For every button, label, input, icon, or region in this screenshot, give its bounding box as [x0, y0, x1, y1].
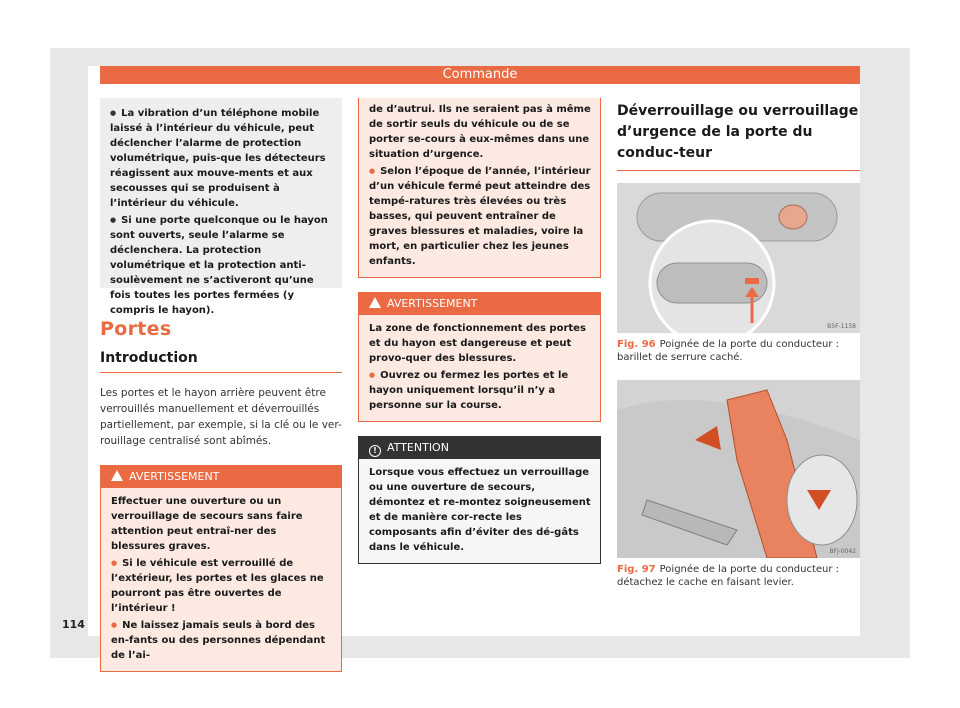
attention-text: Lorsque vous effectuez un verrouillage ou une ouverture de secours, démontez et re-montez soigneusement et de manière cor-recte les composants afin d’éviter des dé-gâts dans le véhicule. [369, 467, 591, 553]
warning-text-2: La zone de fonctionnement des portes et du hayon est dangereuse et peut provo-quer des blessures. [369, 323, 586, 364]
warning-icon [111, 470, 123, 481]
warning-text: Effectuer une ouverture ou un verrouillage de secours sans faire attention peut entraî-ner des blessures graves. [111, 496, 303, 552]
figure-97 [617, 380, 860, 558]
warning-bullet-2-1: ● Ouvrez ou fermez les portes et le hayon uniquement lorsqu’il n’y a personne sur la course. [369, 368, 592, 413]
subsection-title: Introduction [100, 350, 198, 366]
warning-body [101, 488, 341, 671]
column-2 [358, 98, 601, 564]
warning-header-2: AVERTISSEMENT [359, 293, 600, 315]
warning-continued-box [358, 98, 601, 278]
procedure-title: Déverrouillage ou verrouillage d’urgence de la porte du conduc-teur [617, 103, 859, 161]
note-bullet-1: ● La vibration d’un téléphone mobile laissé à l’intérieur du véhicule, peut déclencher l’alarme de protection volumétrique, puis-que les détecteurs réagissent aux mouve-ments et aux secousses qui se produisent à l’intérieur du véhicule. [110, 106, 332, 211]
attention-header: ! ATTENTION [359, 437, 600, 459]
section-title: Portes [100, 318, 172, 340]
warning-continued-body [359, 98, 600, 277]
warning-bullet-1: ● Si le véhicule est verrouillé de l’extérieur, les portes et les glaces ne pourront pas être ouvertes de l’intérieur ! [111, 556, 333, 616]
figure-97-caption: Fig. 97 Poignée de la porte du conducteur : détachez le cache en faisant levier. [617, 564, 840, 588]
divider [617, 170, 860, 171]
warning-header: AVERTISSEMENT [101, 466, 341, 488]
warning-icon [369, 297, 381, 308]
door-handle-illustration-96 [617, 183, 860, 333]
attention-body [359, 459, 600, 563]
header-bar: Commande [100, 66, 860, 84]
door-handle-illustration-97 [617, 380, 860, 558]
divider [100, 372, 342, 373]
note-bullet-2: ● Si une porte quelconque ou le hayon sont ouverts, seule l’alarme se déclenchera. La protection volumétrique et la protection anti-soulèvement ne s’activeront qu’une fois toutes les portes fermées (y compris le hayon). [110, 213, 332, 318]
column-3 [617, 98, 860, 589]
figure-code: BFJ-0042 [829, 548, 856, 555]
warning-body-2 [359, 315, 600, 421]
figure-code: B5F-1158 [827, 323, 856, 330]
note-box [100, 98, 342, 316]
continued-bullet-1: ● Selon l’époque de l’année, l’intérieur d’un véhicule fermé peut atteindre des tempé-ratures très élevées ou très basses, qui peuvent entraîner de graves blessures et maladies, voire la mort, en particulier chez les jeunes enfants. [369, 164, 592, 269]
warning-bullet-2: ● Ne laissez jamais seuls à bord des en-fants ou des personnes dépendant de l’ai- [111, 618, 333, 663]
attention-box [358, 436, 601, 564]
figure-96 [617, 183, 860, 333]
column-1 [100, 98, 342, 672]
info-icon: ! [369, 445, 381, 457]
intro-text: Les portes et le hayon arrière peuvent être verrouillés manuellement et déverrouillés partiellement, par exemple, si la clé ou le ver-rouillage centralisé sont abîmés. [100, 387, 342, 447]
figure-96-caption: Fig. 96 Poignée de la porte du conducteur : barillet de serrure caché. [617, 339, 840, 363]
continued-text: de d’autrui. Ils ne seraient pas à même de sortir seuls du véhicule ou de se porter se-cours à eux-mêmes dans une situation d’urgence. [369, 104, 591, 160]
warning-box-1 [100, 465, 342, 672]
page-number: 114 [62, 618, 85, 631]
warning-box-2 [358, 292, 601, 422]
